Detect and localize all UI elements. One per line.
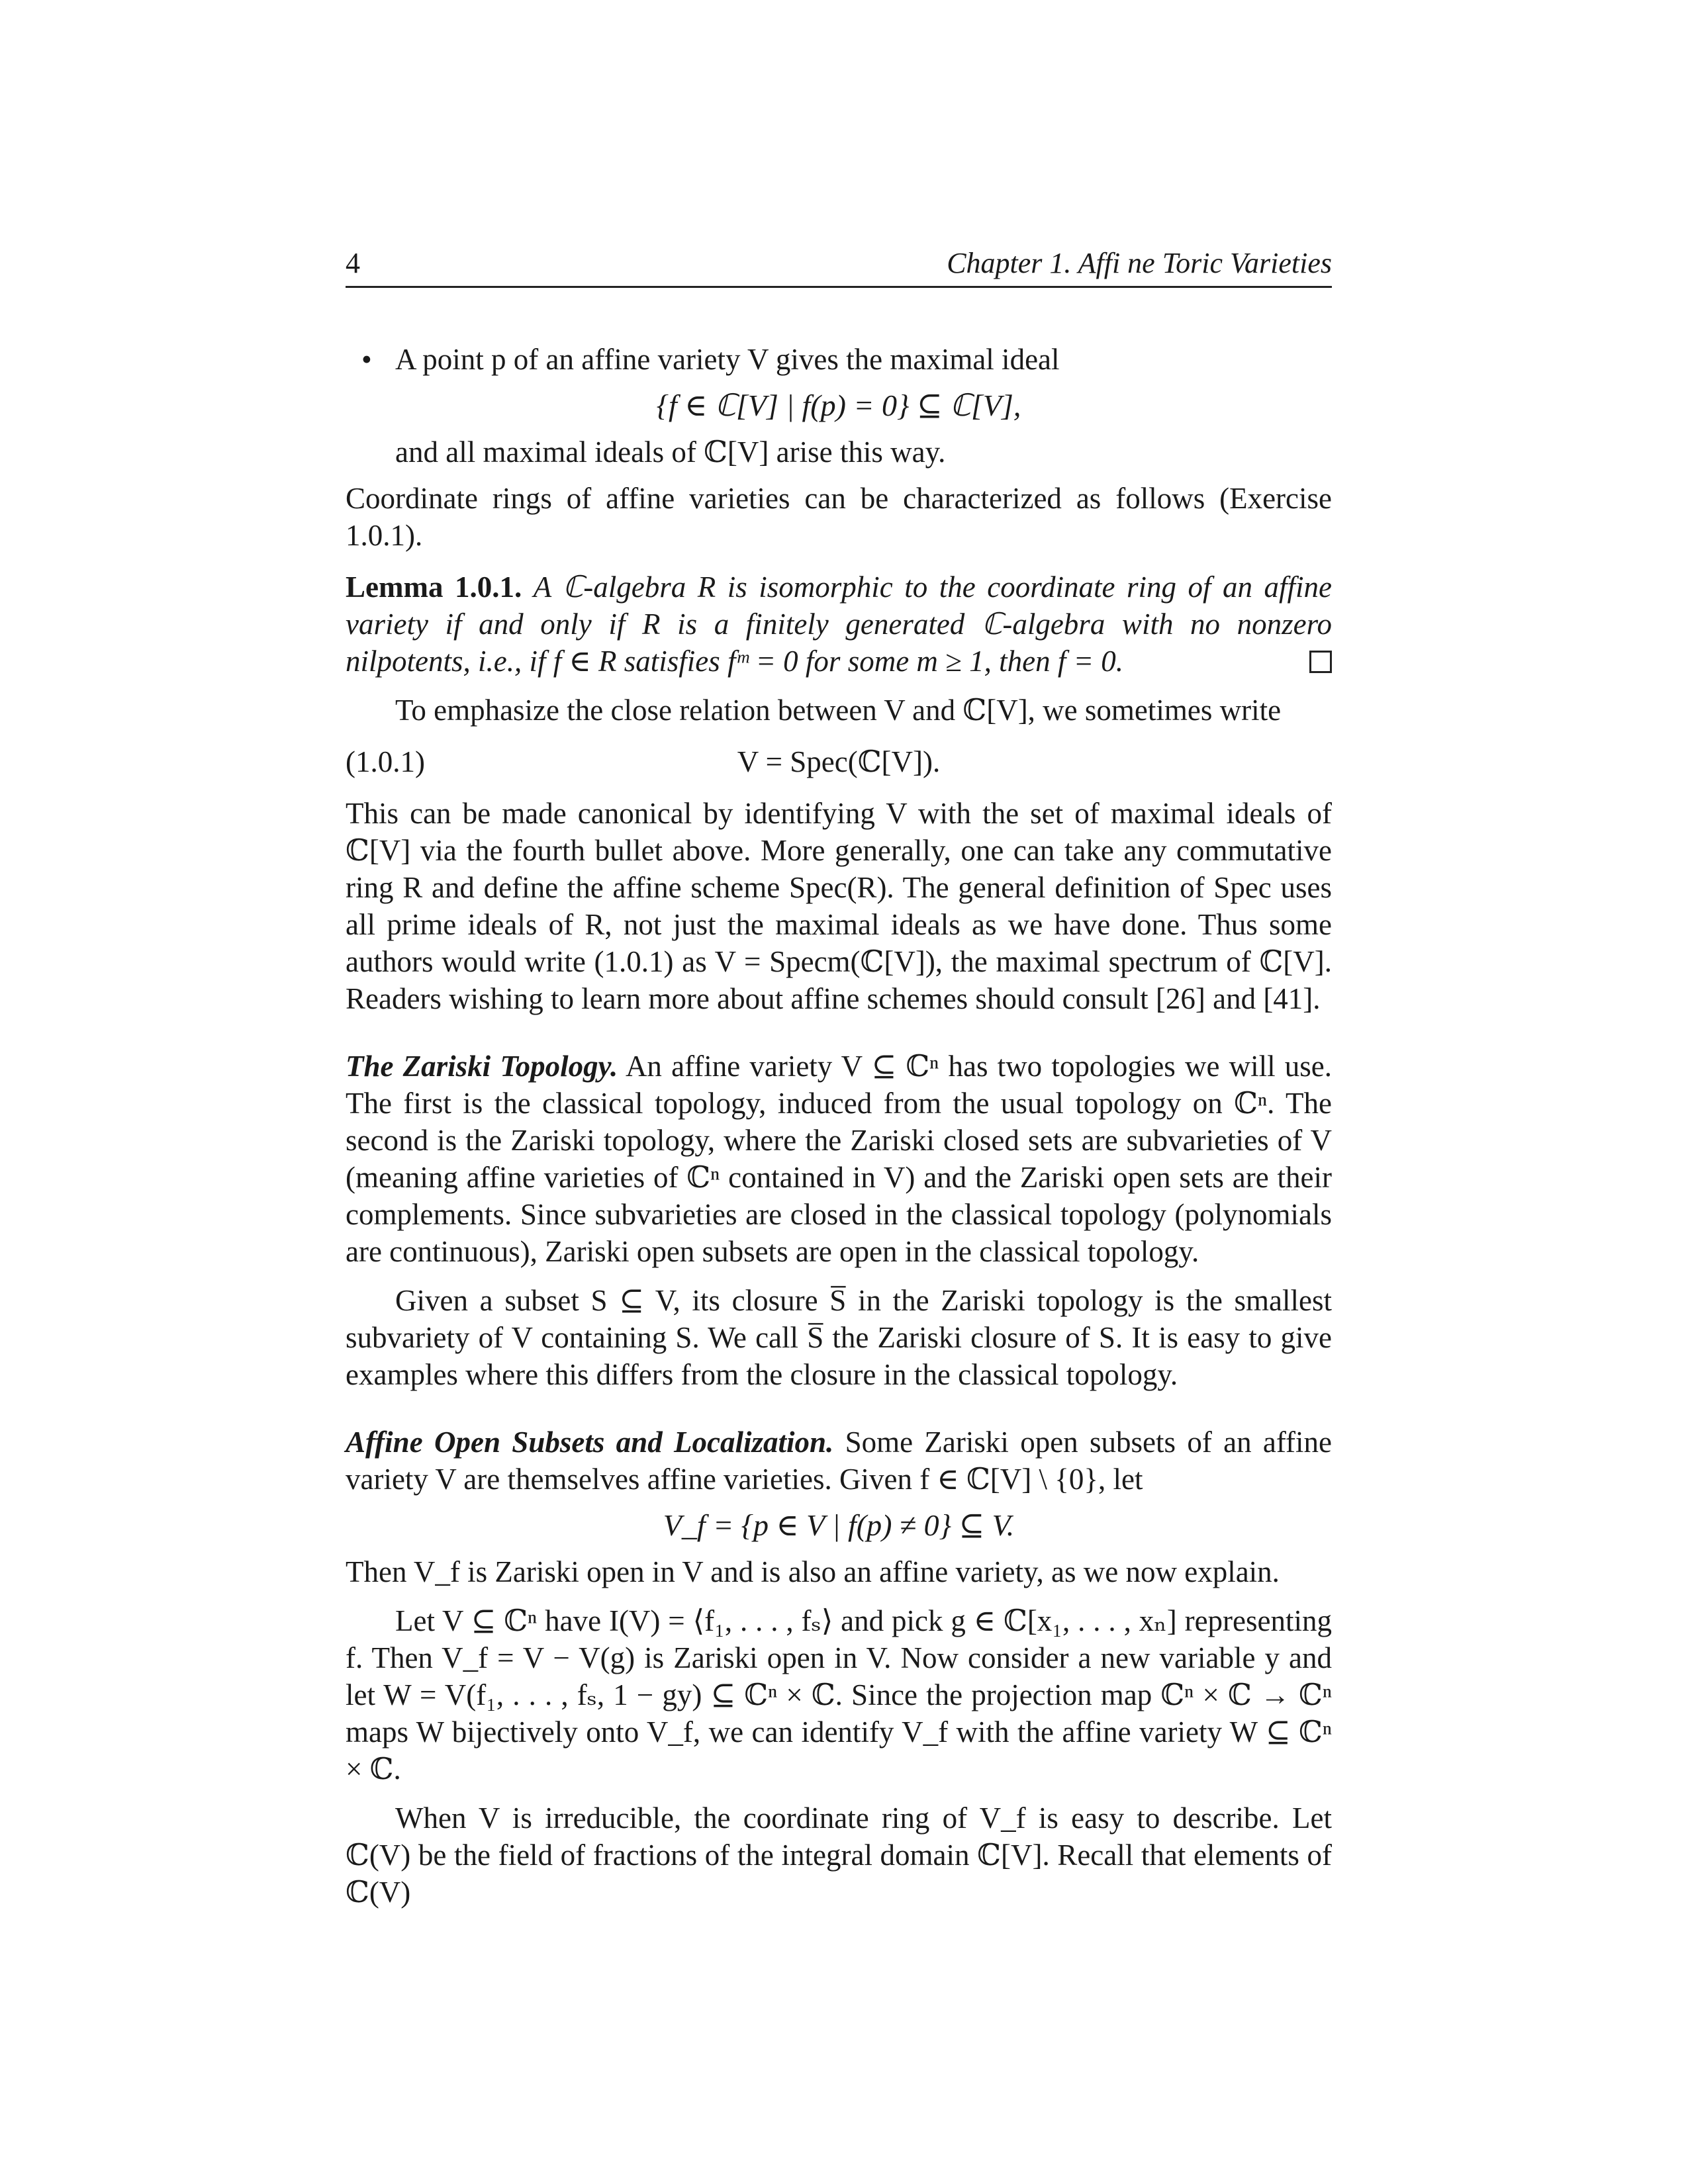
- equation-body: V = Spec(ℂ[V]).: [737, 745, 941, 778]
- equation-1-0-1: [346, 743, 1332, 780]
- running-head: [346, 245, 1332, 288]
- paragraph-emphasize: To emphasize the close relation between V and ℂ[V], we sometimes write: [395, 694, 1282, 727]
- equation-number: (1.0.1): [346, 745, 425, 778]
- lemma-label: Lemma 1.0.1.: [346, 570, 522, 604]
- display-maximal-ideal: {f ∈ ℂ[V] | f(p) = 0} ⊆ ℂ[V],: [656, 388, 1021, 422]
- lemma-1-0-1: [346, 569, 1332, 680]
- zariski-paragraph-2: Given a subset S ⊆ V, its closure S̅ in the Zariski topology is the smallest subvariety of V containing S. We call S̅ the Zariski closure of S. It is easy to give examples where this differs from the closure in the classical topology.: [346, 1284, 1332, 1391]
- affine-open-paragraph-1: Some Zariski open subsets of an affine variety V are themselves affine varieties. Given f ∈ ℂ[V] \ {0}, let: [346, 1426, 1333, 1496]
- affine-open-paragraph-3: Let V ⊆ ℂⁿ have I(V) = ⟨f₁, . . . , fₛ⟩ and pick g ∈ ℂ[x₁, . . . , xₙ] representing f. Then V_f = V − V(g) is Zariski open in V. Now consider a new variable y and let W = V(f₁, . . . , fₛ, 1 − gy) ⊆ ℂⁿ × ℂ. Since the projection map ℂⁿ × ℂ → ℂⁿ maps W bijectively onto V_f, we can identify V_f with the affine variety W ⊆ ℂⁿ × ℂ.: [346, 1604, 1332, 1786]
- bullet-icon: •: [361, 343, 372, 376]
- bullet-item: [346, 341, 1332, 378]
- display-vf-definition: V_f = {p ∈ V | f(p) ≠ 0} ⊆ V.: [663, 1508, 1015, 1542]
- section-heading: Affine Open Subsets and Localization.: [346, 1426, 834, 1459]
- bullet-continuation: and all maximal ideals of ℂ[V] arise this way.: [395, 435, 946, 469]
- affine-open-paragraph-4: When V is irreducible, the coordinate ring of V_f is easy to describe. Let ℂ(V) be the field of fractions of the integral domain ℂ[V]. Recall that elements of ℂ(V): [346, 1801, 1332, 1909]
- page-number: 4: [346, 247, 360, 279]
- zariski-paragraph-1: An affine variety V ⊆ ℂⁿ has two topologies we will use. The first is the classical topology, induced from the usual topology on ℂⁿ. The second is the Zariski topology, where the Zariski closed sets are subvarieties of V (meaning affine varieties of ℂⁿ contained in V) and the Zariski open sets are their complements. Since subvarieties are closed in the classical topology (polynomials are continuous), Zariski open subsets are open in the classical topology.: [346, 1050, 1332, 1268]
- section-affine-open-subsets: [346, 1424, 1332, 1498]
- qed-box-icon: [1309, 651, 1332, 673]
- section-heading: The Zariski Topology.: [346, 1050, 618, 1083]
- chapter-title: Chapter 1. Affi ne Toric Varieties: [947, 247, 1332, 279]
- section-zariski-topology: [346, 1048, 1332, 1270]
- bullet-text: A point p of an affine variety V gives the maximal ideal: [395, 343, 1060, 376]
- lemma-body: A ℂ-algebra R is isomorphic to the coordinate ring of an affine variety if and only if R is a finitely generated ℂ-algebra with no nonzero nilpotents, i.e., if f ∈ R satisfies fᵐ = 0 for some m ≥ 1, then f = 0.: [346, 570, 1333, 678]
- paragraph-coordinate-rings: Coordinate rings of affine varieties can be characterized as follows (Exercise 1.0.1).: [346, 482, 1332, 552]
- paragraph-canonical: This can be made canonical by identifying V with the set of maximal ideals of ℂ[V] via the fourth bullet above. More generally, one can take any commutative ring R and define the affine scheme Spec(R). The general definition of Spec uses all prime ideals of R, not just the maximal ideals as we have done. Thus some authors would write (1.0.1) as V = Specm(ℂ[V]), the maximal spectrum of ℂ[V]. Readers wishing to learn more about affine schemes should consult [26] and [41].: [346, 797, 1332, 1015]
- affine-open-paragraph-2: Then V_f is Zariski open in V and is also an affine variety, as we now explain.: [346, 1555, 1280, 1588]
- page: [346, 245, 1332, 1911]
